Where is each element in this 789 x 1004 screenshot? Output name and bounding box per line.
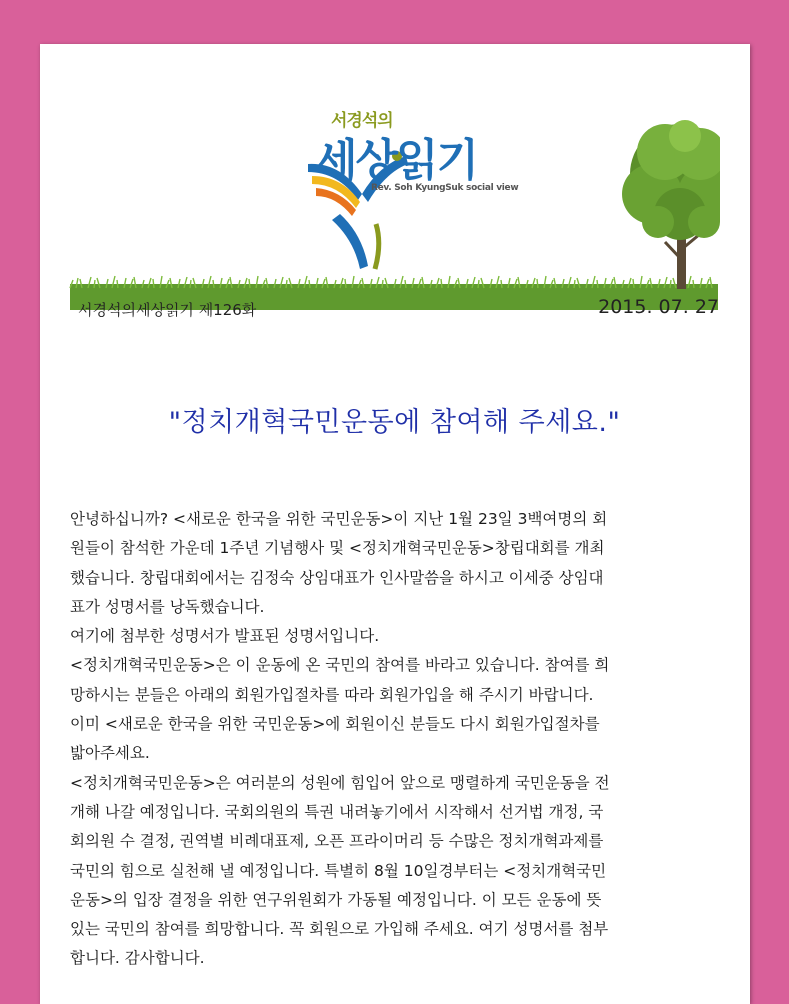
body-line: 밟아주세요. <box>70 744 150 763</box>
body-text <box>70 505 720 974</box>
body-line: <정치개혁국민운동>은 이 운동에 온 국민의 참여를 바라고 있습니다. 참여를 희 <box>70 656 610 675</box>
body-line: 망하시는 분들은 아래의 회원가입절차를 따라 회원가입을 해 주시기 바랍니다. <box>70 685 594 704</box>
body-line: 여기에 첨부한 성명서가 발표된 성명서입니다. <box>70 627 380 646</box>
body-line: 합니다. 감사합니다. <box>70 949 205 968</box>
body-line: 했습니다. 창립대회에서는 김정숙 상임대표가 인사말씀을 하시고 이세중 상임대 <box>70 568 604 587</box>
body-line: 운동>의 입장 결정을 위한 연구위원회가 가동될 예정입니다. 이 모든 운동에 뜻 <box>70 890 602 909</box>
page-title: "정치개혁국민운동에 참여해 주세요." <box>168 407 621 438</box>
header-banner <box>68 74 720 312</box>
body-line: 국민의 힘으로 실천해 낼 예정입니다. 특별히 8월 10일경부터는 <정치개혁국민 <box>70 861 607 880</box>
body-line: 개해 나갈 예정입니다. 국회의원의 특권 내려놓기에서 시작해서 선거법 개정, 국 <box>70 802 604 821</box>
body-line: 있는 국민의 참여를 희망합니다. 꼭 회원으로 가입해 주세요. 여기 성명서를 첨부 <box>70 920 609 939</box>
logo-subtitle: 서경석의 <box>331 111 393 131</box>
body-line: 이미 <새로운 한국을 위한 국민운동>에 회원이신 분들도 다시 회원가입절차를 <box>70 715 600 734</box>
body-line: 안녕하십니까? <새로운 한국을 위한 국민운동>이 지난 1월 23일 3백여명의 회 <box>70 510 608 528</box>
series-label: 서경석의세상읽기 제126화 <box>78 301 257 319</box>
body-line: 원들이 참석한 가운데 1주년 기념행사 및 <정치개혁국민운동>창립대회를 개최 <box>70 539 605 558</box>
body-line: <정치개혁국민운동>은 여러분의 성원에 힘입어 앞으로 맹렬하게 국민운동을 전 <box>70 773 610 792</box>
logo-english: Rev. Soh KyungSuk social view <box>371 183 519 193</box>
body-line: 표가 성명서를 낭독했습니다. <box>70 597 265 616</box>
tree-icon <box>622 120 720 289</box>
body-line: 회의원 수 결정, 권역별 비례대표제, 오픈 프라이머리 등 수많은 정치개혁과제를 <box>70 832 604 851</box>
logo-title: 세상읽기 <box>315 135 478 186</box>
date-label: 2015. 07. 27 <box>598 296 719 318</box>
